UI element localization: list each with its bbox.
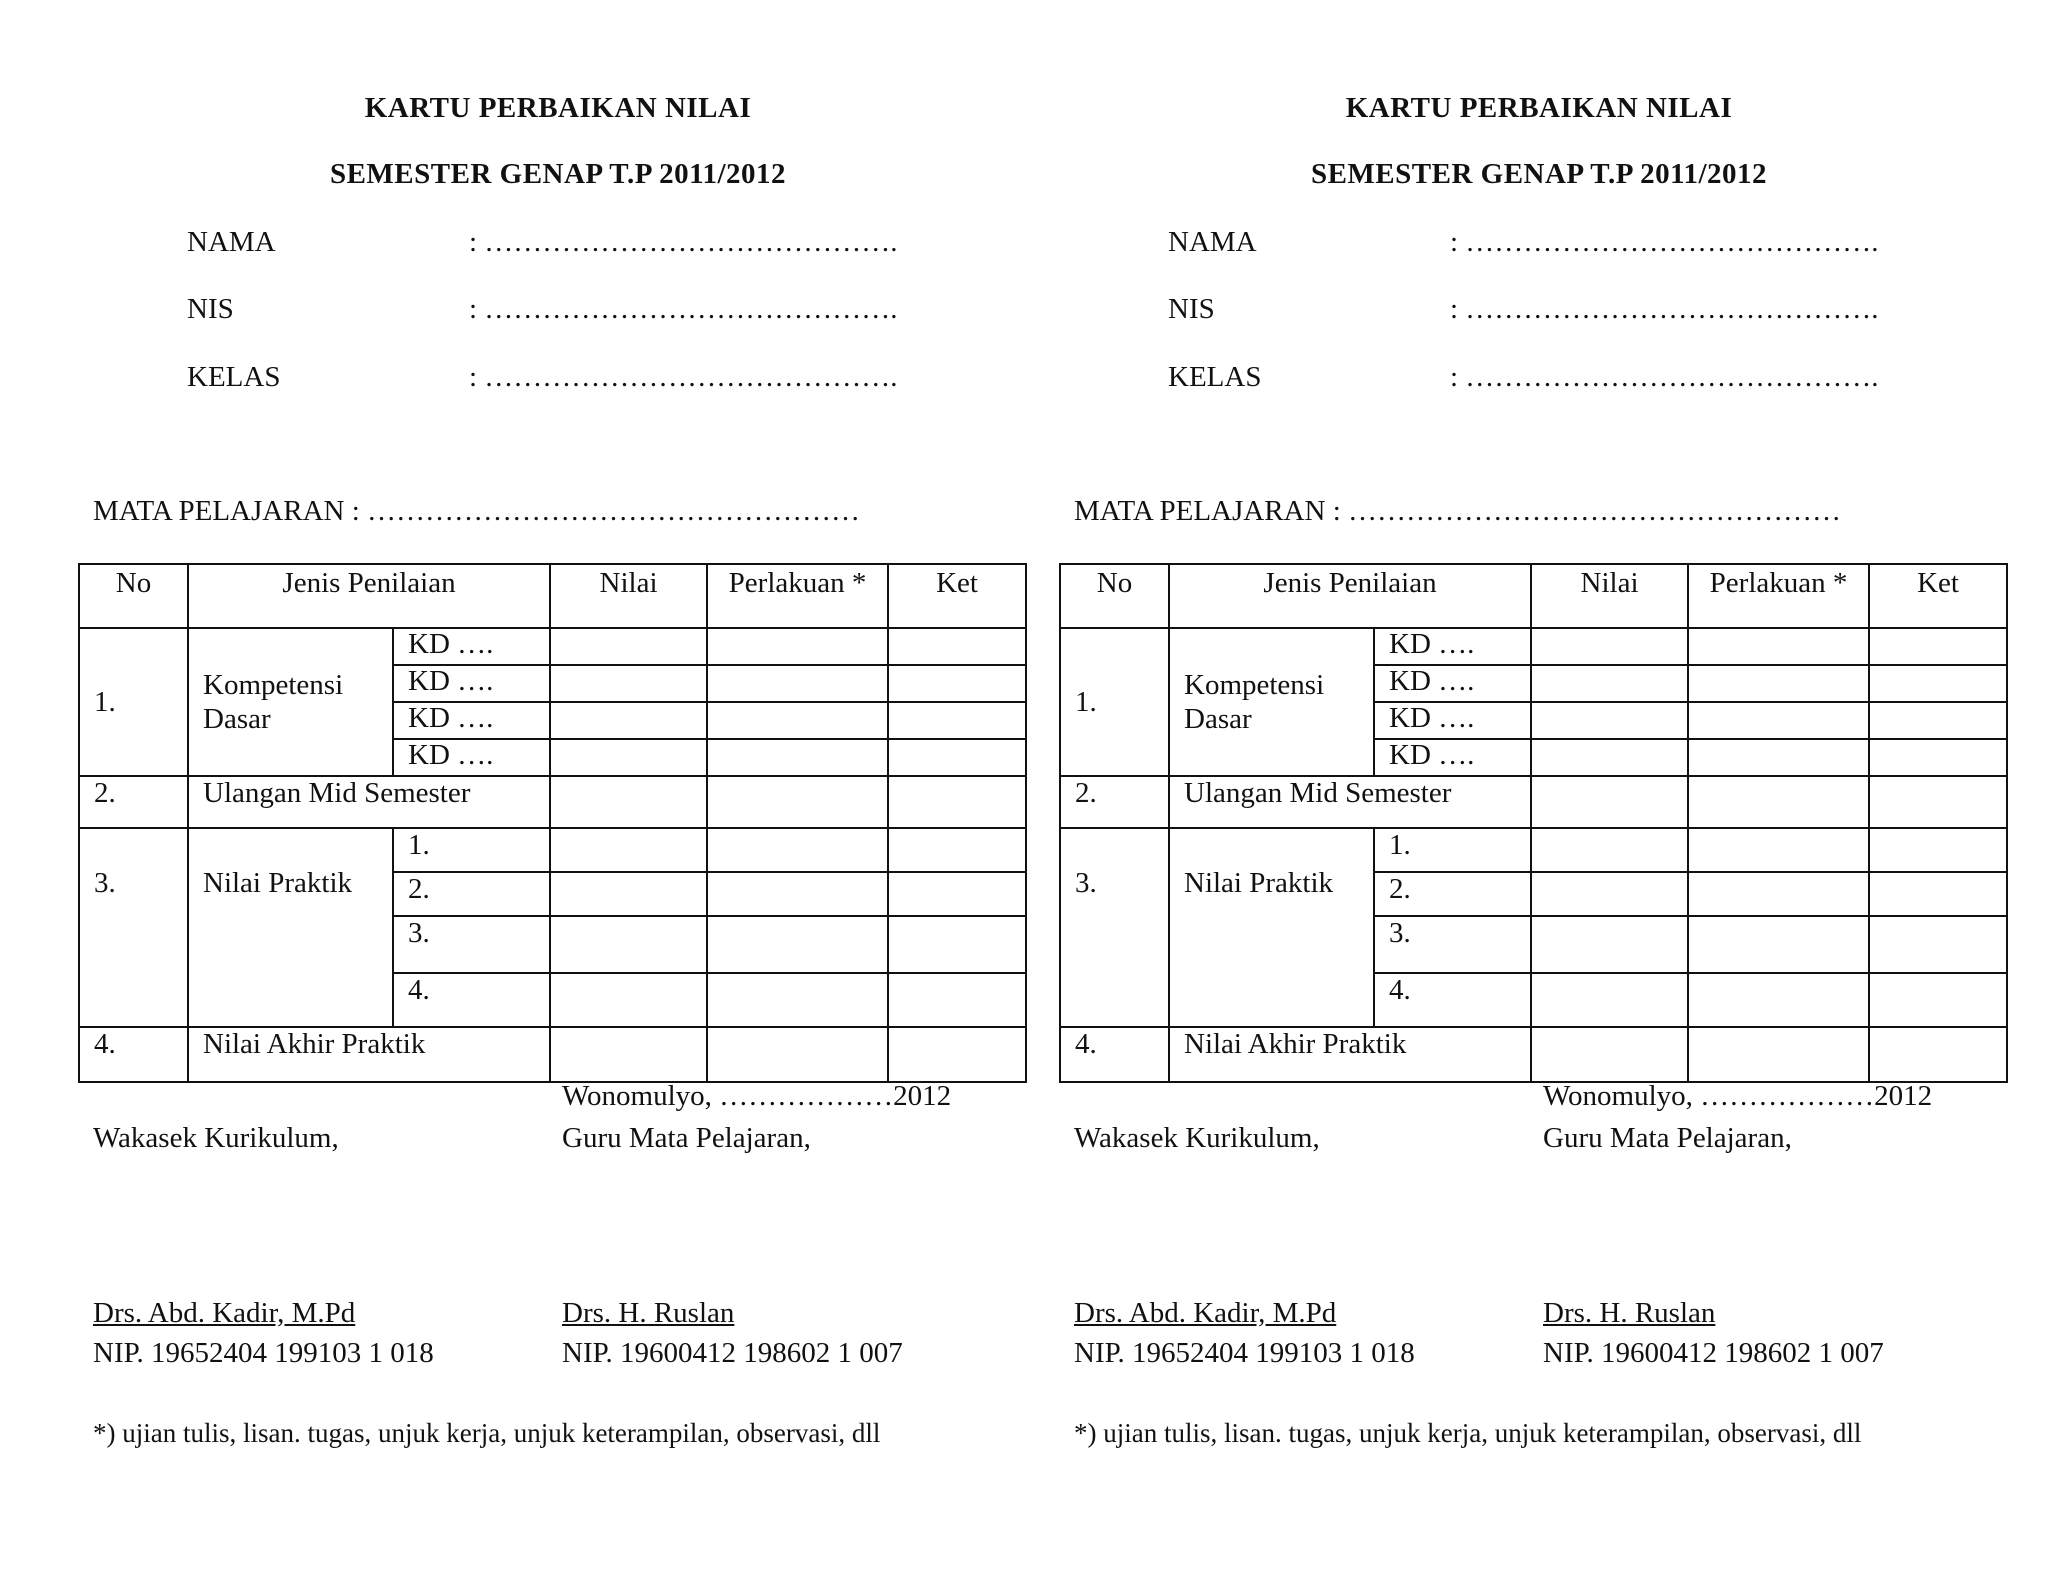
- nilai-cell: [1531, 776, 1688, 828]
- nilai-cell: [550, 1027, 707, 1082]
- ket-cell: [888, 916, 1026, 973]
- row-no: 1.: [1060, 628, 1169, 776]
- wakasek-nip: NIP. 19652404 199103 1 018: [1074, 1337, 1415, 1369]
- row-no: 4.: [1060, 1027, 1169, 1082]
- row-label: Nilai Akhir Praktik: [188, 1027, 550, 1082]
- table-row: [79, 1027, 1026, 1082]
- nilai-cell: [550, 828, 707, 872]
- ket-cell: [1869, 739, 2007, 776]
- kd-item: KD ….: [393, 665, 550, 702]
- row-no: 4.: [79, 1027, 188, 1082]
- field-label: NAMA: [187, 226, 276, 258]
- ket-cell: [888, 1027, 1026, 1082]
- footnote: *) ujian tulis, lisan. tugas, unjuk kerja, unjuk keterampilan, observasi, dll: [1074, 1418, 1862, 1448]
- wakasek-role: Wakasek Kurikulum,: [93, 1122, 339, 1154]
- row-label: Kompetensi Dasar: [1169, 628, 1374, 776]
- header-perlakuan: Perlakuan *: [707, 564, 888, 628]
- row-label: Nilai Praktik: [188, 828, 393, 1027]
- nilai-cell: [550, 973, 707, 1027]
- nilai-cell: [1531, 628, 1688, 665]
- guru-name: Drs. H. Ruslan: [562, 1297, 735, 1329]
- row-no: 1.: [79, 628, 188, 776]
- guru-nip: NIP. 19600412 198602 1 007: [562, 1337, 903, 1369]
- nilai-cell: [550, 702, 707, 739]
- card-subtitle: SEMESTER GENAP T.P 2011/2012: [329, 158, 787, 190]
- kd-item: KD ….: [393, 739, 550, 776]
- kd-item: KD ….: [393, 628, 550, 665]
- table-row: [1060, 776, 2007, 828]
- ket-cell: [1869, 665, 2007, 702]
- nilai-cell: [1531, 665, 1688, 702]
- ket-cell: [888, 665, 1026, 702]
- header-ket: Ket: [888, 564, 1026, 628]
- perlakuan-cell: [707, 665, 888, 702]
- field-blank: : …………………………………….: [1450, 226, 1879, 258]
- nilai-cell: [1531, 828, 1688, 872]
- ket-cell: [888, 973, 1026, 1027]
- field-blank: : …………………………………….: [1450, 293, 1879, 325]
- place-date: Wonomulyo, ………………2012: [562, 1080, 952, 1112]
- field-nis: [187, 293, 898, 326]
- perlakuan-cell: [707, 739, 888, 776]
- praktik-item: 3.: [393, 916, 550, 973]
- table-row: [79, 628, 1026, 665]
- wakasek-name: Drs. Abd. Kadir, M.Pd: [93, 1297, 356, 1329]
- table-row: [1060, 628, 2007, 665]
- card-title: KARTU PERBAIKAN NILAI: [364, 92, 752, 124]
- perlakuan-cell: [707, 702, 888, 739]
- perlakuan-cell: [707, 1027, 888, 1082]
- grade-card-right: [1059, 0, 2019, 1582]
- nilai-cell: [550, 776, 707, 828]
- field-nis: [1168, 293, 1879, 326]
- praktik-item: 2.: [1374, 872, 1531, 916]
- kd-item: KD ….: [1374, 665, 1531, 702]
- ket-cell: [1869, 776, 2007, 828]
- table-header-row: [1060, 564, 2007, 628]
- row-label: Nilai Akhir Praktik: [1169, 1027, 1531, 1082]
- ket-cell: [888, 702, 1026, 739]
- guru-role: Guru Mata Pelajaran,: [562, 1122, 811, 1154]
- ket-cell: [1869, 702, 2007, 739]
- field-label: NAMA: [1168, 226, 1257, 258]
- table-row: [1060, 828, 2007, 872]
- row-no: 3.: [1060, 828, 1169, 1027]
- row-label: Ulangan Mid Semester: [1169, 776, 1531, 828]
- perlakuan-cell: [1688, 872, 1869, 916]
- card-title: KARTU PERBAIKAN NILAI: [1345, 92, 1733, 124]
- perlakuan-cell: [1688, 1027, 1869, 1082]
- nilai-cell: [1531, 973, 1688, 1027]
- ket-cell: [1869, 872, 2007, 916]
- perlakuan-cell: [707, 916, 888, 973]
- header-jenis-penilaian: Jenis Penilaian: [1169, 564, 1531, 628]
- field-kelas: [187, 361, 898, 394]
- ket-cell: [1869, 628, 2007, 665]
- row-label: Ulangan Mid Semester: [188, 776, 550, 828]
- ket-cell: [888, 776, 1026, 828]
- table-header-row: [79, 564, 1026, 628]
- praktik-item: 1.: [1374, 828, 1531, 872]
- row-no: 2.: [79, 776, 188, 828]
- perlakuan-cell: [1688, 776, 1869, 828]
- ket-cell: [888, 628, 1026, 665]
- row-no: 2.: [1060, 776, 1169, 828]
- kd-item: KD ….: [1374, 628, 1531, 665]
- header-jenis-penilaian: Jenis Penilaian: [188, 564, 550, 628]
- kd-item: KD ….: [1374, 739, 1531, 776]
- praktik-item: 3.: [1374, 916, 1531, 973]
- perlakuan-cell: [1688, 973, 1869, 1027]
- nilai-cell: [550, 665, 707, 702]
- table-row: [1060, 1027, 2007, 1082]
- nilai-cell: [550, 739, 707, 776]
- kd-item: KD ….: [393, 702, 550, 739]
- perlakuan-cell: [1688, 916, 1869, 973]
- ket-cell: [1869, 973, 2007, 1027]
- perlakuan-cell: [707, 973, 888, 1027]
- row-label: Nilai Praktik: [1169, 828, 1374, 1027]
- perlakuan-cell: [707, 776, 888, 828]
- field-nama: [1168, 226, 1879, 259]
- footnote: *) ujian tulis, lisan. tugas, unjuk kerja, unjuk keterampilan, observasi, dll: [93, 1418, 881, 1448]
- grade-table: [78, 563, 1027, 1083]
- praktik-item: 4.: [1374, 973, 1531, 1027]
- place-date: Wonomulyo, ………………2012: [1543, 1080, 1933, 1112]
- perlakuan-cell: [1688, 628, 1869, 665]
- perlakuan-cell: [707, 828, 888, 872]
- ket-cell: [888, 828, 1026, 872]
- perlakuan-cell: [1688, 665, 1869, 702]
- nilai-cell: [1531, 702, 1688, 739]
- row-label: Kompetensi Dasar: [188, 628, 393, 776]
- wakasek-name: Drs. Abd. Kadir, M.Pd: [1074, 1297, 1337, 1329]
- praktik-item: 4.: [393, 973, 550, 1027]
- field-nama: [187, 226, 898, 259]
- ket-cell: [888, 739, 1026, 776]
- header-nilai: Nilai: [550, 564, 707, 628]
- header-no: No: [79, 564, 188, 628]
- nilai-cell: [1531, 1027, 1688, 1082]
- grade-table: [1059, 563, 2008, 1083]
- praktik-item: 1.: [393, 828, 550, 872]
- perlakuan-cell: [1688, 702, 1869, 739]
- wakasek-role: Wakasek Kurikulum,: [1074, 1122, 1320, 1154]
- ket-cell: [888, 872, 1026, 916]
- mata-pelajaran: MATA PELAJARAN : ……………………………………………: [93, 495, 861, 527]
- guru-name: Drs. H. Ruslan: [1543, 1297, 1716, 1329]
- mata-pelajaran: MATA PELAJARAN : ……………………………………………: [1074, 495, 1842, 527]
- ket-cell: [1869, 828, 2007, 872]
- perlakuan-cell: [1688, 828, 1869, 872]
- nilai-cell: [1531, 739, 1688, 776]
- ket-cell: [1869, 916, 2007, 973]
- card-subtitle: SEMESTER GENAP T.P 2011/2012: [1310, 158, 1768, 190]
- praktik-item: 2.: [393, 872, 550, 916]
- ket-cell: [1869, 1027, 2007, 1082]
- header-no: No: [1060, 564, 1169, 628]
- field-blank: : …………………………………….: [469, 293, 898, 325]
- table-row: [79, 776, 1026, 828]
- table-row: [79, 828, 1026, 872]
- header-ket: Ket: [1869, 564, 2007, 628]
- field-blank: : …………………………………….: [1450, 361, 1879, 393]
- perlakuan-cell: [707, 628, 888, 665]
- nilai-cell: [1531, 872, 1688, 916]
- header-nilai: Nilai: [1531, 564, 1688, 628]
- field-label: KELAS: [1168, 361, 1262, 393]
- field-label: NIS: [187, 293, 234, 325]
- header-perlakuan: Perlakuan *: [1688, 564, 1869, 628]
- nilai-cell: [550, 872, 707, 916]
- row-no: 3.: [79, 828, 188, 1027]
- nilai-cell: [550, 916, 707, 973]
- field-label: NIS: [1168, 293, 1215, 325]
- nilai-cell: [550, 628, 707, 665]
- kd-item: KD ….: [1374, 702, 1531, 739]
- field-kelas: [1168, 361, 1879, 394]
- field-blank: : …………………………………….: [469, 226, 898, 258]
- guru-role: Guru Mata Pelajaran,: [1543, 1122, 1792, 1154]
- perlakuan-cell: [707, 872, 888, 916]
- grade-card-left: [78, 0, 1038, 1582]
- perlakuan-cell: [1688, 739, 1869, 776]
- wakasek-nip: NIP. 19652404 199103 1 018: [93, 1337, 434, 1369]
- field-blank: : …………………………………….: [469, 361, 898, 393]
- field-label: KELAS: [187, 361, 281, 393]
- nilai-cell: [1531, 916, 1688, 973]
- guru-nip: NIP. 19600412 198602 1 007: [1543, 1337, 1884, 1369]
